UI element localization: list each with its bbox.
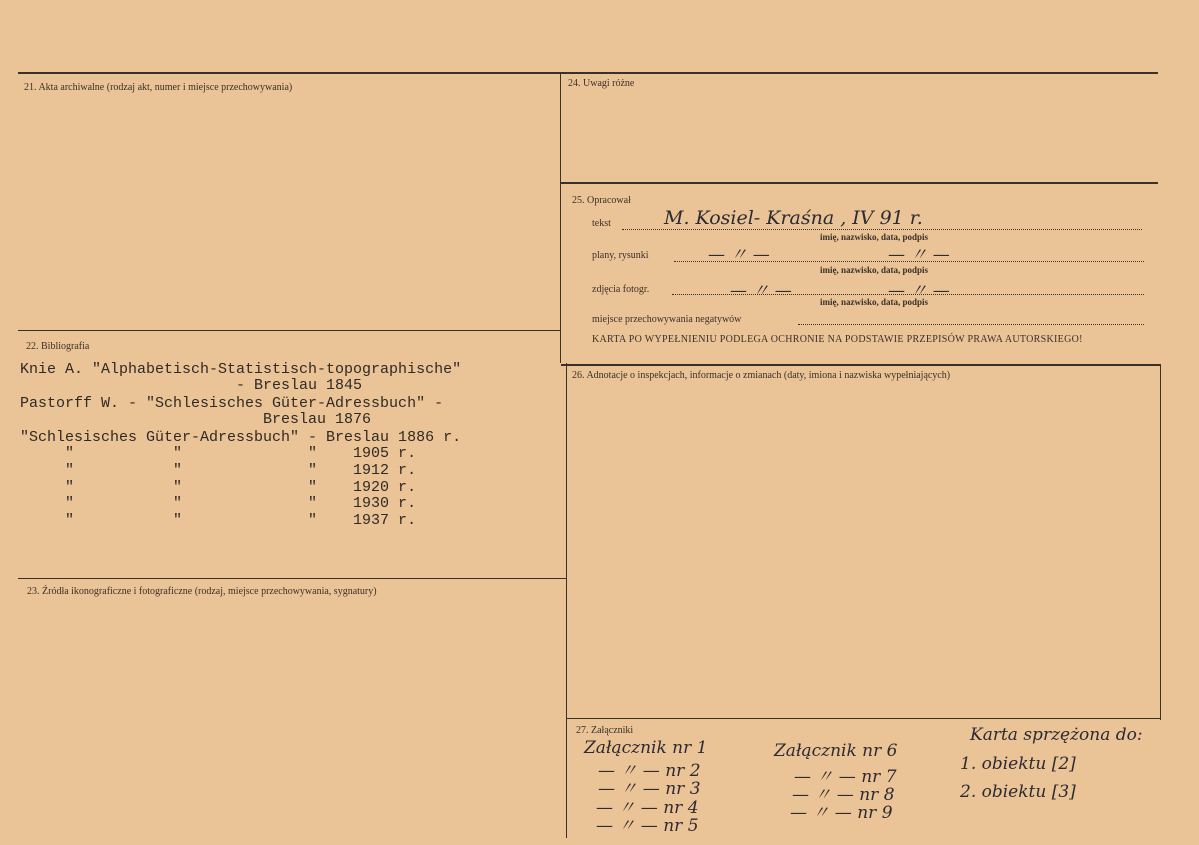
attachment-item: Załącznik nr 6 [774, 741, 898, 761]
zdjecia-hint: imię, nazwisko, data, podpis [820, 297, 929, 307]
bibliography-line: Knie A. "Alphabetisch-Statistisch-topographische" [20, 361, 462, 378]
section-25-label: 25. Opracował [572, 195, 631, 206]
section-27-label: 27. Załączniki [576, 725, 634, 736]
bibliography-line: Breslau 1876 [20, 411, 372, 428]
negatywy-label: miejsce przechowywania negatywów [592, 314, 742, 325]
section-22-label: 22. Bibliografia [26, 341, 90, 352]
bibliography-line: " " " 1937 r. [20, 512, 417, 529]
attachment-item: — 〃 — nr 5 [596, 816, 699, 836]
zdjecia-value-2: — 〃 — [888, 281, 950, 301]
rule-23 [18, 578, 567, 579]
attachment-item: — 〃 — nr 8 [792, 785, 895, 805]
linked-card-note-title: Karta sprzężona do: [970, 725, 1143, 745]
attachment-item: — 〃 — nr 4 [596, 798, 699, 818]
attachment-item: Załącznik nr 1 [584, 738, 708, 758]
bibliography-line: " " " 1930 r. [20, 495, 417, 512]
attachment-item: — 〃 — nr 9 [790, 803, 893, 823]
bibliography-line: " " " 1920 r. [20, 479, 417, 496]
tekst-hint: imię, nazwisko, data, podpis [820, 232, 929, 242]
tekst-field-line [622, 229, 1142, 230]
bibliography-line: " " " 1912 r. [20, 462, 417, 479]
bibliography-line: "Schlesisches Güter-Adressbuch" - Breslau 1886 r. [20, 429, 462, 446]
attachment-item: — 〃 — nr 2 [598, 761, 701, 781]
right-divider-26 [1160, 365, 1161, 720]
negatywy-field-line [798, 324, 1144, 325]
tekst-label: tekst [592, 218, 611, 229]
rule-22 [18, 330, 561, 331]
top-rule [18, 72, 1158, 74]
section-26-label: 26. Adnotacje o inspekcjach, informacje o zmianach (daty, imiona i nazwiska wypełniających) [572, 370, 951, 381]
linked-card-note-line: 1. obiektu [2] [960, 754, 1076, 774]
section-21-label: 21. Akta archiwalne (rodzaj akt, numer i miejsce przechowywania) [24, 82, 293, 93]
section-23-label: 23. Źródła ikonograficzne i fotograficzne (rodzaj, miejsce przechowywania, sygnatury) [27, 586, 377, 597]
plany-value-2: — 〃 — [888, 245, 950, 265]
bibliography-line: Pastorff W. - "Schlesisches Güter-Adressbuch" - [20, 395, 444, 412]
zdjecia-value-1: — 〃 — [730, 281, 792, 301]
copyright-notice: KARTA PO WYPEŁNIENIU PODLEGA OCHRONIE NA PODSTAWIE PRZEPISÓW PRAWA AUTORSKIEGO! [592, 334, 1083, 345]
zdjecia-label: zdjęcia fotogr. [592, 284, 650, 295]
plany-hint: imię, nazwisko, data, podpis [820, 265, 929, 275]
rule-27 [567, 718, 1161, 719]
plany-label: plany, rysunki [592, 250, 649, 261]
linked-card-note-line: 2. obiektu [3] [960, 782, 1076, 802]
attachment-item: — 〃 — nr 3 [598, 779, 701, 799]
section-24-label: 24. Uwagi różne [568, 78, 635, 89]
vertical-divider-lower [566, 363, 567, 838]
bibliography-line: - Breslau 1845 [20, 377, 363, 394]
bibliography-line: " " " 1905 r. [20, 445, 417, 462]
vertical-divider-upper [560, 73, 561, 363]
attachment-item: — 〃 — nr 7 [794, 767, 897, 787]
tekst-value-handwritten: M. Kosiel- Kraśna , IV 91 r. [664, 207, 923, 229]
rule-25 [561, 182, 1158, 184]
rule-26 [561, 364, 1161, 366]
plany-value-1: — 〃 — [708, 245, 770, 265]
